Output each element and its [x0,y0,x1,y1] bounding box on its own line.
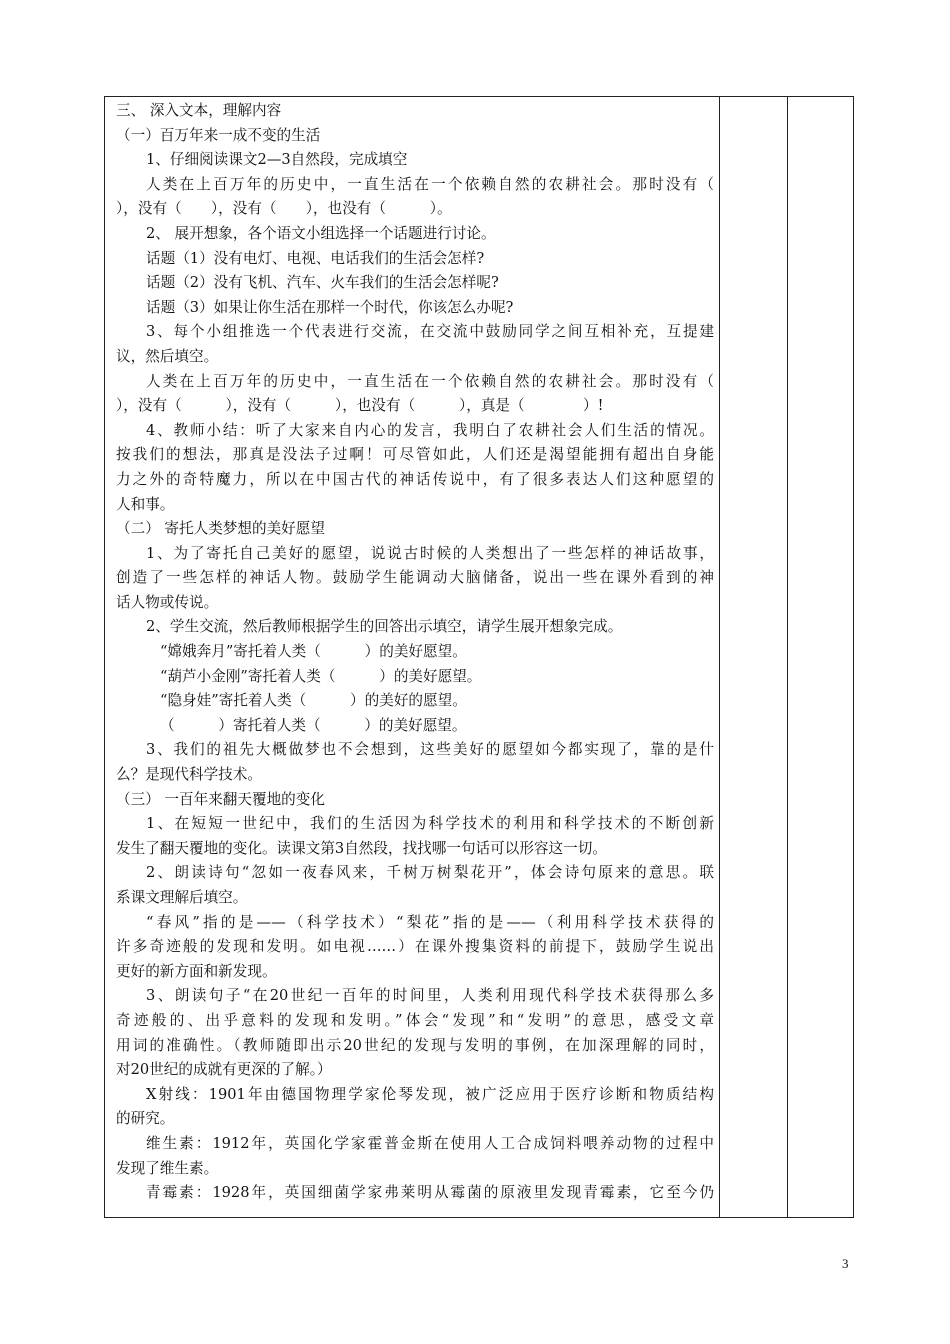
text-line: 系课文理解后填空。 [116,889,248,906]
text-line: 用词的准确性。（教师随即出示20世纪的发现与发明的事例，在加深理解的同时， [116,1036,714,1054]
text-line: 话题（1）没有电灯、电视、电话我们的生活会怎样? [146,249,485,267]
text-line: 4、教师小结：听了大家来自内心的发言，我明白了农耕社会人们生活的情况。 [146,421,714,439]
text-line: 人和事。 [116,495,175,513]
text-line: ），没有（ ），没有（ ），也没有（ ）。 [116,200,452,218]
text-line: 么？是现代科学技术。 [116,766,262,784]
text-line: X射线：1901年由德国物理学家伦琴发现，被广泛应用于医疗诊断和物质结构 [146,1085,714,1103]
text-line: “隐身娃”寄托着人类（ ）的美好的愿望。 [160,692,467,710]
text-line: 人类在上百万年的历史中，一直生活在一个依赖自然的农耕社会。那时没有（ [146,372,714,390]
text-line: 奇迹般的、出乎意料的发现和发明。”体会“发现”和“发明”的意思，感受文章 [116,1011,714,1029]
text-line: 2、朗读诗句“忽如一夜春风来，千树万树梨花开”，体会诗句原来的意思。联 [146,864,714,882]
lesson-content-cell [116,99,714,1206]
lesson-plan-table [104,96,854,1218]
text-line: 3、我们的祖先大概做梦也不会想到，这些美好的愿望如今都实现了，靠的是什 [146,741,714,759]
text-line: 许多奇迹般的发现和发明。如电视……）在课外搜集资料的前提下，鼓励学生说出 [116,938,714,956]
text-line: 的研究。 [116,1110,175,1128]
text-line: 创造了一些怎样的神话人物。鼓励学生能调动大脑储备，说出一些在课外看到的神 [116,569,714,587]
text-line: 对20世纪的成就有更深的了解。） [116,1061,332,1079]
text-line: （三） 一百年来翻天覆地的变化 [116,790,325,808]
text-line: （二） 寄托人类梦想的美好愿望 [116,520,325,538]
column-divider [787,97,788,1217]
column-divider [719,97,720,1217]
text-line: 议，然后填空。 [116,347,219,365]
page-number: 3 [842,1256,849,1271]
text-line: “春风”指的是——（科学技术）“梨花”指的是——（利用科学技术获得的 [146,913,714,931]
text-line: 更好的新方面和新发现。 [116,962,277,980]
text-line: “嫦娥奔月”寄托着人类（ ）的美好愿望。 [160,643,467,661]
text-line: 3、朗读句子“在20世纪一百年的时间里，人类利用现代科学技术获得那么多 [146,987,714,1005]
text-line: 话题（3）如果让你生活在那样一个时代，你该怎么办呢? [146,298,514,316]
text-line: 2、 展开想象，各个语文小组选择一个话题进行讨论。 [146,224,496,242]
text-line: 话人物或传说。 [116,593,219,611]
text-line: 维生素：1912年，英国化学家霍普金斯在使用人工合成饲料喂养动物的过程中 [146,1134,714,1152]
text-line: 三、 深入文本，理解内容 [116,102,282,119]
text-line: 1、仔细阅读课文2—3自然段，完成填空 [146,151,408,169]
text-line: 1、在短短一世纪中，我们的生活因为科学技术的利用和科学技术的不断创新 [146,815,714,833]
text-line: ），没有（ ），没有（ ），也没有（ ），真是（ ）! [116,397,604,415]
text-line: （一）百万年来一成不变的生活 [116,126,321,144]
text-line: “葫芦小金刚”寄托着人类（ ）的美好愿望。 [160,667,482,685]
text-line: （ ）寄托着人类（ ）的美好愿望。 [160,716,467,734]
text-line: 3、每个小组推选一个代表进行交流，在交流中鼓励同学之间互相补充，互提建 [146,323,714,341]
text-line: 青霉素：1928年，英国细菌学家弗莱明从霉菌的原液里发现青霉素，它至今仍 [146,1184,714,1202]
text-line: 发生了翻天覆地的变化。读课文第3自然段，找找哪一句话可以形容这一切。 [116,839,607,857]
text-line: 人类在上百万年的历史中，一直生活在一个依赖自然的农耕社会。那时没有（ [146,175,714,193]
text-line: 按我们的想法，那真是没法子过啊！可尽管如此，人们还是渴望能拥有超出自身能 [116,446,714,464]
text-line: 力之外的奇特魔力，所以在中国古代的神话传说中，有了很多表达人们这种愿望的 [116,470,714,488]
text-line: 发现了维生素。 [116,1159,219,1177]
text-line: 1、为了寄托自己美好的愿望，说说古时候的人类想出了一些怎样的神话故事， [146,544,714,562]
text-line: 2、学生交流，然后教师根据学生的回答出示填空，请学生展开想象完成。 [146,618,623,636]
text-line: 话题（2）没有飞机、汽车、火车我们的生活会怎样呢? [146,274,499,292]
